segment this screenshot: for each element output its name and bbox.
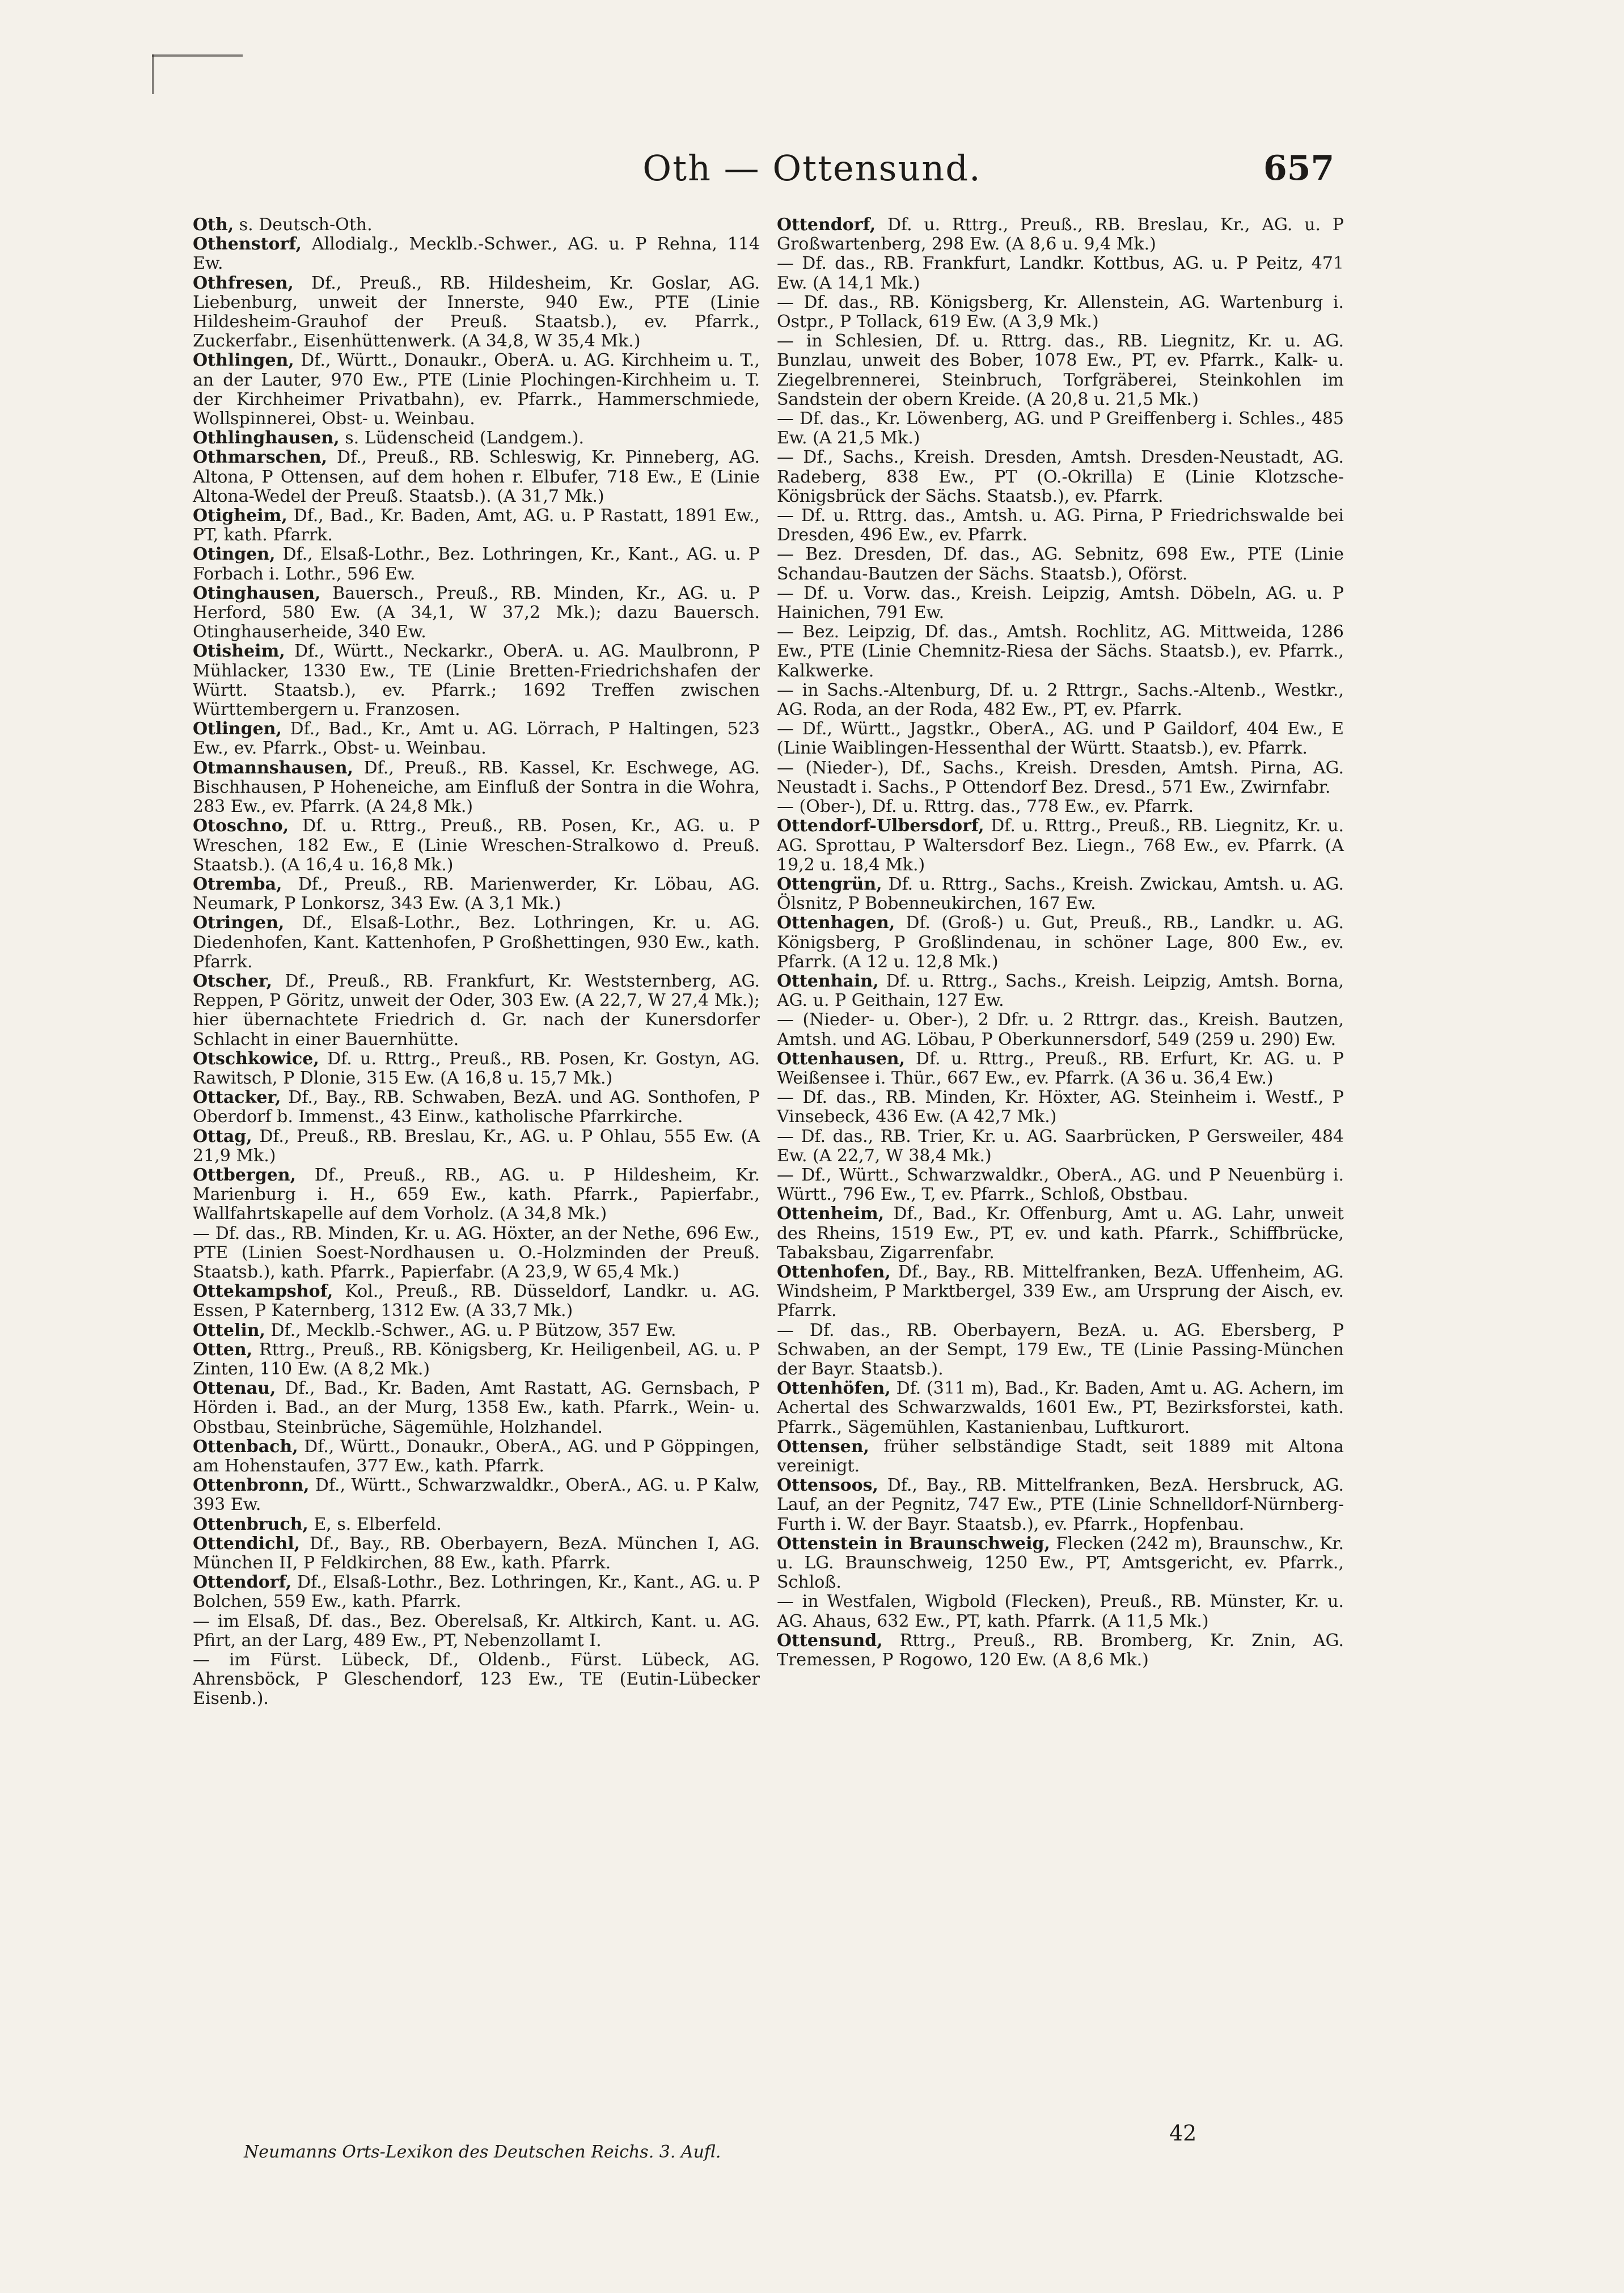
lexicon-entry [777, 1204, 1344, 1263]
entry-headword: Othfresen, [193, 273, 294, 293]
lexicon-entry [193, 759, 760, 817]
entry-text: — Df. das., RB. Minden, Kr. Höxter, AG. Steinheim i. Westf., P Vinsebeck, 436 Ew. (A 42,7 Mk.) [777, 1088, 1344, 1127]
entry-text: Df., Bad., Kr. Baden, Amt, AG. u. P Rastatt, 1891 Ew., PT, kath. Pfarrk. [193, 506, 760, 545]
entry-headword: Ottensen, [777, 1436, 869, 1457]
entry-text: — Df. das., RB. Trier, Kr. u. AG. Saarbrücken, P Gersweiler, 484 Ew. (A 22,7, W 38,4 Mk.) [777, 1126, 1344, 1166]
entry-headword: Ottenau, [193, 1378, 276, 1399]
lexicon-entry [193, 584, 760, 642]
entry-headword: Otisheim, [193, 641, 285, 662]
lexicon-entry [193, 351, 760, 429]
lexicon-entry [777, 332, 1344, 409]
entry-headword: Otremba, [193, 874, 282, 894]
entry-text: Df., Bay., RB. Oberbayern, BezA. München I, AG. München II, P Feldkirchen, 88 Ew., kath. Pfarrk. [193, 1533, 760, 1573]
entry-headword: Ottendorf, [193, 1572, 292, 1593]
lexicon-entry [193, 913, 760, 972]
lexicon-entry [193, 720, 760, 758]
entry-text: — in Westfalen, Wigbold (Flecken), Preuß., RB. Münster, Kr. u. AG. Ahaus, 632 Ew., PT, kath. Pfarrk. (A 11,5 Mk.) [777, 1592, 1344, 1631]
entry-text: — im Fürst. Lübeck, Df., Oldenb., Fürst. Lübeck, AG. Ahrensböck, P Gleschendorf, 123 Ew., TE (Eutin-Lübecker Eisenb.). [193, 1650, 760, 1709]
entry-text: Df., Mecklb.-Schwer., AG. u. P Bützow, 357 Ew. [265, 1320, 676, 1340]
entry-text: Df. u. Rttrg., Preuß., RB. Liegnitz, Kr. u. AG. Sprottau, P Waltersdorf Bez. Liegn., 768 Ew., ev. Pfarrk. (A 19,2 u. 18,4 Mk.) [777, 816, 1344, 875]
lexicon-entry [777, 972, 1344, 1010]
entry-headword: Ottenhofen, [777, 1262, 891, 1282]
lexicon-entry [777, 720, 1344, 758]
entry-headword: Ottenhausen, [777, 1048, 906, 1069]
entry-text: Rttrg., Preuß., RB. Königsberg, Kr. Heiligenbeil, AG. u. P Zinten, 110 Ew. (A 8,2 Mk.) [193, 1339, 760, 1379]
lexicon-entry [777, 797, 1344, 816]
lexicon-entry [777, 1127, 1344, 1166]
entry-text: Df. u. Rttrg., Sachs., Kreish. Leipzig, Amtsh. Borna, AG. u. P Geithain, 127 Ew. [777, 971, 1344, 1011]
lexicon-entry [193, 1573, 760, 1611]
lexicon-entry [777, 1166, 1344, 1204]
entry-text: s. Deutsch-Oth. [234, 215, 373, 235]
lexicon-entry [777, 1010, 1344, 1049]
lexicon-entry [777, 409, 1344, 448]
lexicon-entry [777, 1321, 1344, 1380]
lexicon-entry [777, 816, 1344, 875]
entry-text: Df. (Groß-) u. Gut, Preuß., RB., Landkr. u. AG. Königsberg, P Großlindenau, in schöner Lage, 800 Ew., ev. Pfarrk. (A 12 u. 12,8 Mk.) [777, 913, 1344, 972]
entry-text: Df., Elsaß-Lothr., Bez. Lothringen, Kr., Kant., AG. u. P Forbach i. Lothr., 596 Ew. [193, 544, 760, 584]
entry-text: Df., Bad., Kr. Baden, Amt Rastatt, AG. Gernsbach, P Hörden i. Bad., an der Murg, 1358 Ew., kath. Pfarrk., Wein- u. Obstbau, Steinbrüche, Sägemühle, Holzhandel. [193, 1378, 760, 1437]
lexicon-entry [193, 1476, 760, 1514]
entry-headword: Othlingen, [193, 350, 294, 371]
corner-crop-mark [152, 54, 243, 76]
entry-text: Df., Bay., RB. Schwaben, BezA. und AG. Sonthofen, P Oberdorf b. Immenst., 43 Einw., katholische Pfarrkirche. [193, 1088, 760, 1127]
lexicon-entry [193, 1340, 760, 1379]
entry-text: Df. u. Rttrg., Preuß., RB. Erfurt, Kr. AG. u. P Weißensee i. Thür., 667 Ew., ev. Pfarrk. (A 36 u. 36,4 Ew.) [777, 1048, 1344, 1088]
entry-text: Df. u. Rttrg., Preuß., RB. Posen, Kr., AG. u. P Wreschen, 182 Ew., E (Linie Wreschen-Stralkowo d. Preuß. Staatsb.). (A 16,4 u. 16,8 Mk.) [193, 816, 760, 875]
entry-text: früher selbständige Stadt, seit 1889 mit Altona vereinigt. [777, 1436, 1344, 1476]
entry-headword: Otingen, [193, 544, 276, 565]
lexicon-entry [777, 759, 1344, 797]
entry-text: Df., Württ., Neckarkr., OberA. u. AG. Maulbronn, P Mühlacker, 1330 Ew., TE (Linie Bretten-Friedrichshafen der Württ. Staatsb.), ev. Pfarrk.; 1692 Treffen zwischen Württembergern u. Franzosen. [193, 641, 760, 720]
lexicon-entry [777, 1592, 1344, 1631]
lexicon-entry [193, 972, 760, 1050]
entry-text: Df., Bad., Kr. Offenburg, Amt u. AG. Lahr, unweit des Rheins, 1519 Ew., PT, ev. und kath. Pfarrk., Schiffbrücke, Tabaksbau, Zigarrenfabr. [777, 1204, 1344, 1263]
right-column [777, 215, 1344, 1670]
entry-headword: Otinghausen, [193, 583, 321, 603]
lexicon-entry [777, 448, 1344, 506]
lexicon-entry [777, 1050, 1344, 1088]
lexicon-entry [193, 1651, 760, 1709]
entry-headword: Oth, [193, 215, 234, 235]
lexicon-entry [777, 1476, 1344, 1534]
lexicon-entry [777, 1088, 1344, 1127]
lexicon-entry [193, 235, 760, 273]
lexicon-entry [193, 1282, 760, 1321]
lexicon-entry [193, 1224, 760, 1283]
entry-text: Df., Bay., RB. Mittelfranken, BezA. Hersbruck, AG. Lauf, an der Pegnitz, 747 Ew., PTE (Linie Schnelldorf-Nürnberg-Furth i. W. der Bayr. Staatsb.), ev. Pfarrk., Hopfenbau. [777, 1475, 1344, 1534]
lexicon-entry [193, 545, 760, 583]
entry-text: — Df. das., RB. Oberbayern, BezA. u. AG. Ebersberg, P Schwaben, an der Sempt, 179 Ew., TE (Linie Passing-München der Bayr. Staatsb.). [777, 1320, 1344, 1379]
entry-text: Allodialg., Mecklb.-Schwer., AG. u. P Rehna, 114 Ew. [193, 234, 760, 274]
entry-headword: Otten, [193, 1339, 253, 1360]
entry-headword: Otigheim, [193, 506, 287, 526]
lexicon-entry [777, 215, 1344, 254]
entry-headword: Ottenstein in Braunschweig, [777, 1533, 1050, 1554]
lexicon-entry [777, 875, 1344, 913]
entry-text: — Bez. Dresden, Df. das., AG. Sebnitz, 698 Ew., PTE (Linie Schandau-Bautzen der Sächs. Staatsb.), Oförst. [777, 544, 1344, 584]
entry-headword: Ottenbronn, [193, 1475, 310, 1496]
entry-text: — Df. das., RB. Minden, Kr. u. AG. Höxter, an der Nethe, 696 Ew., PTE (Linien Soest-Nordhausen u. O.-Holzminden der Preuß. Staatsb.), kath. Pfarrk., Papierfabr. (A 23,9, W 65,4 Mk.) [193, 1223, 760, 1282]
entry-text: Bauersch., Preuß., RB. Minden, Kr., AG. u. P Herford, 580 Ew. (A 34,1, W 37,2 Mk.); dazu Bauersch. Otinghauserheide, 340 Ew. [193, 583, 760, 642]
entry-headword: Otlingen, [193, 719, 282, 739]
entry-text: Df., Preuß., RB. Kassel, Kr. Eschwege, AG. Bischhausen, P Hoheneiche, am Einfluß der Sontra in die Wohra, 283 Ew., ev. Pfarrk. (A 24,8 Mk.) [193, 758, 760, 817]
entry-headword: Othmarschen, [193, 447, 328, 468]
entry-text: Df. u. Rttrg., Preuß., RB. Posen, Kr. Gostyn, AG. Rawitsch, P Dlonie, 315 Ew. (A 16,8 u. 15,7 Mk.) [193, 1048, 760, 1088]
lexicon-entry [193, 1379, 760, 1437]
entry-headword: Ottenhagen, [777, 913, 895, 933]
lexicon-entry [777, 254, 1344, 293]
entry-text: s. Lüdenscheid (Landgem.). [339, 428, 585, 449]
entry-text: Df., Preuß., RB. Frankfurt, Kr. Weststernberg, AG. Reppen, P Göritz, unweit der Oder, 303 Ew. (A 22,7, W 27,4 Mk.); hier übernachtete Friedrich d. Gr. nach der Kunersdorfer Schlacht in einer Bauernhütte. [193, 971, 760, 1050]
signature-mark: 42 [1169, 2121, 1197, 2146]
entry-headword: Ottendichl, [193, 1533, 301, 1554]
lexicon-entry [193, 448, 760, 506]
entry-headword: Ottensund, [777, 1630, 883, 1651]
lexicon-entry [193, 215, 760, 235]
entry-text: E, s. Elberfeld. [308, 1514, 442, 1534]
lexicon-entry [193, 1437, 760, 1476]
entry-text: Df. u. Rttrg., Preuß., RB. Breslau, Kr., AG. u. P Großwartenberg, 298 Ew. (A 8,6 u. 9,4 Mk.) [777, 215, 1344, 255]
lexicon-entry [193, 506, 760, 545]
lexicon-entry [193, 1321, 760, 1340]
entry-text: — Bez. Leipzig, Df. das., Amtsh. Rochlitz, AG. Mittweida, 1286 Ew., PTE (Linie Chemnitz-Riesa der Sächs. Staatsb.), ev. Pfarrk., Kalkwerke. [777, 622, 1344, 681]
lexicon-entry [193, 274, 760, 352]
footer-source: Neumanns Orts-Lexikon des Deutschen Reichs. 3. Aufl. [244, 2142, 721, 2162]
entry-text: Df., Bay., RB. Mittelfranken, BezA. Uffenheim, AG. Windsheim, P Marktbergel, 339 Ew., am Ursprung der Aisch, ev. Pfarrk. [777, 1262, 1344, 1321]
lexicon-entry [193, 1515, 760, 1534]
left-column [193, 215, 760, 1709]
entry-headword: Ottbergen, [193, 1165, 297, 1185]
entry-headword: Ottelin, [193, 1320, 265, 1340]
lexicon-entry [777, 681, 1344, 720]
entry-headword: Ottendorf, [777, 215, 876, 235]
entry-headword: Othenstorf, [193, 234, 302, 255]
entry-text: Df. u. Rttrg., Sachs., Kreish. Zwickau, Amtsh. u. AG. Ölsnitz, P Bobenneukirchen, 167 Ew. [777, 874, 1344, 914]
entry-text: — Df. das., RB. Frankfurt, Landkr. Kottbus, AG. u. P Peitz, 471 Ew. (A 14,1 Mk.) [777, 253, 1344, 293]
entry-text: Rttrg., Preuß., RB. Bromberg, Kr. Znin, AG. Tremessen, P Rogowo, 120 Ew. (A 8,6 Mk.) [777, 1630, 1344, 1670]
corner-crop-mark-vertical [152, 54, 154, 94]
entry-text: Df., Elsaß-Lothr., Bez. Lothringen, Kr., Kant., AG. u. P Bolchen, 559 Ew., kath. Pfarrk. [193, 1572, 760, 1612]
lexicon-entry [193, 1088, 760, 1127]
lexicon-entry [777, 1631, 1344, 1670]
lexicon-entry [777, 1379, 1344, 1437]
entry-headword: Ottensoos, [777, 1475, 878, 1496]
entry-headword: Otringen, [193, 913, 285, 933]
entry-headword: Ottacker, [193, 1088, 281, 1108]
lexicon-entry [777, 506, 1344, 545]
lexicon-entry [193, 1166, 760, 1224]
entry-text: Df., Württ., Schwarzwaldkr., OberA., AG. u. P Kalw, 393 Ew. [193, 1475, 760, 1515]
entry-headword: Ottenbruch, [193, 1514, 308, 1534]
lexicon-entry [777, 913, 1344, 972]
lexicon-entry [777, 1534, 1344, 1593]
entry-headword: Ottag, [193, 1126, 252, 1146]
lexicon-entry [777, 584, 1344, 623]
lexicon-entry [193, 429, 760, 448]
entry-text: Df., Preuß., RB. Breslau, Kr., AG. u. P Ohlau, 555 Ew. (A 21,9 Mk.) [193, 1126, 760, 1166]
entry-text: Df., Preuß., RB. Schleswig, Kr. Pinneberg, AG. Altona, P Ottensen, auf dem hohen r. Elbufer, 718 Ew., E (Linie Altona-Wedel der Preuß. Staatsb.). (A 31,7 Mk.) [193, 447, 760, 506]
entry-text: Flecken (242 m), Braunschw., Kr. u. LG. Braunschweig, 1250 Ew., PT, Amtsgericht, ev. Pfarrk., Schloß. [777, 1533, 1344, 1593]
lexicon-entry [777, 1263, 1344, 1321]
entry-text: — Df., Württ., Jagstkr., OberA., AG. und P Gaildorf, 404 Ew., E (Linie Waiblingen-Hessenthal der Württ. Staatsb.), ev. Pfarrk. [777, 719, 1344, 759]
entry-text: Df. (311 m), Bad., Kr. Baden, Amt u. AG. Achern, im Achertal des Schwarzwalds, 1601 Ew., PT, Bezirksforstei, kath. Pfarrk., Sägemühlen, Kastanienbau, Luftkurort. [777, 1378, 1344, 1437]
lexicon-entry [777, 1437, 1344, 1476]
entry-text: Df., Elsaß-Lothr., Bez. Lothringen, Kr. u. AG. Diedenhofen, Kant. Kattenhofen, P Großhettingen, 930 Ew., kath. Pfarrk. [193, 913, 760, 972]
lexicon-entry [193, 642, 760, 720]
entry-text: Kol., Preuß., RB. Düsseldorf, Landkr. u. AG. Essen, P Katernberg, 1312 Ew. (A 33,7 Mk.) [193, 1281, 760, 1321]
entry-headword: Ottenhöfen, [777, 1378, 891, 1399]
entry-text: Df., Württ., Donaukr., OberA., AG. und P Göppingen, am Hohenstaufen, 377 Ew., kath. Pfarrk. [193, 1436, 760, 1476]
entry-headword: Ottengrün, [777, 874, 882, 894]
lexicon-entry [777, 545, 1344, 583]
entry-text: — Df., Württ., Schwarzwaldkr., OberA., AG. und P Neuenbürg i. Württ., 796 Ew., T, ev. Pfarrk., Schloß, Obstbau. [777, 1165, 1344, 1205]
entry-headword: Ottenheim, [777, 1204, 885, 1224]
page-number: 657 [1263, 149, 1335, 188]
entry-text: — Df. u. Vorw. das., Kreish. Leipzig, Amtsh. Döbeln, AG. u. P Hainichen, 791 Ew. [777, 583, 1344, 623]
lexicon-entry [777, 293, 1344, 332]
entry-text: Df., Preuß., RB. Marienwerder, Kr. Löbau, AG. Neumark, P Lonkorsz, 343 Ew. (A 3,1 Mk.) [193, 874, 760, 914]
lexicon-entry [193, 1127, 760, 1166]
entry-text: — Df. das., RB. Königsberg, Kr. Allenstein, AG. Wartenburg i. Ostpr., P Tollack, 619 Ew. (A 3,9 Mk.) [777, 292, 1344, 332]
entry-text: Df., Württ., Donaukr., OberA. u. AG. Kirchheim u. T., an der Lauter, 970 Ew., PTE (Linie Plochingen-Kirchheim u. T. der Kirchheimer Privatbahn), ev. Pfarrk., Hammerschmiede, Wollspinnerei, Obst- u. Weinbau. [193, 350, 760, 429]
lexicon-entry [193, 816, 760, 875]
entry-headword: Otmannshausen, [193, 758, 353, 778]
lexicon-entry [193, 875, 760, 913]
entry-text: — (Ober-), Df. u. Rttrg. das., 778 Ew., ev. Pfarrk. [777, 797, 1194, 817]
entry-text: — (Nieder-), Df., Sachs., Kreish. Dresden, Amtsh. Pirna, AG. Neustadt i. Sachs., P Ottendorf Bez. Dresd., 571 Ew., Zwirnfabr. [777, 758, 1344, 797]
entry-headword: Otoschno, [193, 816, 289, 836]
entry-headword: Ottekampshof, [193, 1281, 333, 1302]
lexicon-entry [193, 1612, 760, 1651]
lexicon-entry [193, 1534, 760, 1573]
lexicon-entry [777, 623, 1344, 681]
entry-text: — (Nieder- u. Ober-), 2 Dfr. u. 2 Rttrgr. das., Kreish. Bautzen, Amtsh. und AG. Löbau, P Oberkunnersdorf, 549 (259 u. 290) Ew. [777, 1010, 1344, 1050]
entry-text: — Df., Sachs., Kreish. Dresden, Amtsh. Dresden-Neustadt, AG. Radeberg, 838 Ew., PT (O.-Okrilla) E (Linie Klotzsche-Königsbrück der Sächs. Staatsb.), ev. Pfarrk. [777, 447, 1344, 506]
entry-text: — Df. das., Kr. Löwenberg, AG. und P Greiffenberg i. Schles., 485 Ew. (A 21,5 Mk.) [777, 409, 1344, 449]
entry-text: Df., Preuß., RB., AG. u. P Hildesheim, Kr. Marienburg i. H., 659 Ew., kath. Pfarrk., Papierfabr., Wallfahrtskapelle auf dem Vorholz. (A 34,8 Mk.) [193, 1165, 760, 1224]
entry-text: — in Sachs.-Altenburg, Df. u. 2 Rttrgr., Sachs.-Altenb., Westkr., AG. Roda, an der Roda, 482 Ew., PT, ev. Pfarrk. [777, 680, 1344, 720]
entry-text: Df., Bad., Kr., Amt u. AG. Lörrach, P Haltingen, 523 Ew., ev. Pfarrk., Obst- u. Weinbau. [193, 719, 760, 759]
entry-headword: Othlinghausen, [193, 428, 340, 449]
entry-text: — in Schlesien, Df. u. Rttrg. das., RB. Liegnitz, Kr. u. AG. Bunzlau, unweit des Bober, 1078 Ew., PT, ev. Pfarrk., Kalk- u. Ziegelbrennerei, Steinbruch, Torfgräberei, Steinkohlen im Sandstein der obern Kreide. (A 20,8 u. 21,5 Mk.) [777, 331, 1344, 409]
entry-text: Df., Preuß., RB. Hildesheim, Kr. Goslar, AG. Liebenburg, unweit der Innerste, 940 Ew., PTE (Linie Hildesheim-Grauhof der Preuß. Staatsb.), ev. Pfarrk., Zuckerfabr., Eisenhüttenwerk. (A 34,8, W 35,4 Mk.) [193, 273, 760, 352]
entry-headword: Otscher, [193, 971, 273, 991]
entry-text: — Df. u. Rttrg. das., Amtsh. u. AG. Pirna, P Friedrichswalde bei Dresden, 496 Ew., ev. Pfarrk. [777, 506, 1344, 545]
entry-headword: Ottenhain, [777, 971, 879, 991]
lexicon-entry [193, 1050, 760, 1088]
entry-text: — im Elsaß, Df. das., Bez. Oberelsaß, Kr. Altkirch, Kant. u. AG. Pfirt, an der Larg, 489 Ew., PT, Nebenzollamt I. [193, 1611, 760, 1651]
page-title: Oth — Ottensund. [642, 147, 982, 189]
entry-headword: Ottenbach, [193, 1436, 298, 1457]
entry-headword: Ottendorf-Ulbersdorf, [777, 816, 984, 836]
entry-headword: Otschkowice, [193, 1048, 319, 1069]
